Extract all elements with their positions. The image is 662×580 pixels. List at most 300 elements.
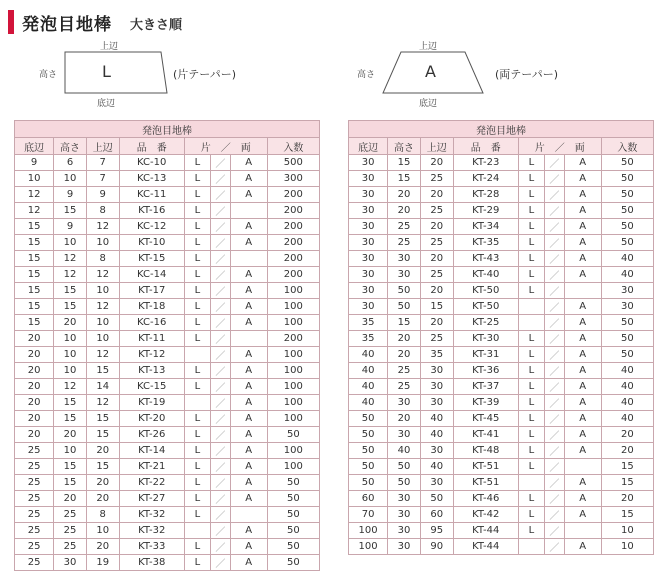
- cell-part-number: KT-33: [119, 539, 184, 555]
- cell-height: 25: [54, 539, 87, 555]
- cell-taper-a: A: [230, 491, 267, 507]
- cell-taper-a: A: [230, 475, 267, 491]
- cell-height: 12: [54, 267, 87, 283]
- cell-taper-l: L: [518, 283, 544, 299]
- cell-height: 20: [54, 427, 87, 443]
- cell-top: 40: [420, 459, 453, 475]
- cell-base: 40: [349, 379, 388, 395]
- cell-taper-l: L: [184, 555, 210, 571]
- cell-top: 12: [86, 347, 119, 363]
- cell-base: 20: [15, 363, 54, 379]
- cell-taper-l: L: [184, 219, 210, 235]
- cell-height: 20: [388, 331, 421, 347]
- table-row: [15, 475, 320, 491]
- cell-height: 15: [54, 459, 87, 475]
- cell-taper-sep: ／: [211, 315, 231, 331]
- table-row: [15, 155, 320, 171]
- cell-taper-l: [518, 299, 544, 315]
- cell-part-number: KT-36: [453, 363, 518, 379]
- cell-taper-sep: ／: [211, 171, 231, 187]
- cell-top: 8: [86, 251, 119, 267]
- cell-part-number: KT-40: [453, 267, 518, 283]
- cell-part-number: KT-24: [453, 171, 518, 187]
- cell-taper-l: L: [184, 299, 210, 315]
- cell-base: 40: [349, 347, 388, 363]
- cell-height: 30: [388, 539, 421, 555]
- table-row: [15, 555, 320, 571]
- cell-part-number: KC-16: [119, 315, 184, 331]
- cell-quantity: 50: [267, 475, 319, 491]
- cell-taper-a: A: [564, 491, 601, 507]
- table-row: [15, 427, 320, 443]
- cell-base: 15: [15, 251, 54, 267]
- cell-part-number: KC-10: [119, 155, 184, 171]
- cell-top: 8: [86, 203, 119, 219]
- cell-part-number: KT-14: [119, 443, 184, 459]
- cell-height: 25: [54, 523, 87, 539]
- cell-top: 25: [420, 203, 453, 219]
- cell-part-number: KC-11: [119, 187, 184, 203]
- cell-taper-a: A: [230, 379, 267, 395]
- cell-taper-sep: ／: [545, 203, 565, 219]
- table-row: [349, 315, 654, 331]
- table-row: [15, 251, 320, 267]
- cell-taper-sep: ／: [545, 171, 565, 187]
- cell-taper-a: A: [564, 219, 601, 235]
- col-header-quantity: 入数: [267, 138, 319, 155]
- cell-quantity: 15: [601, 475, 653, 491]
- cell-quantity: 50: [267, 539, 319, 555]
- cell-top: 60: [420, 507, 453, 523]
- cell-height: 20: [388, 411, 421, 427]
- cell-quantity: 40: [601, 363, 653, 379]
- cell-top: 10: [86, 331, 119, 347]
- col-header-top: 上辺: [420, 138, 453, 155]
- cell-base: 20: [15, 331, 54, 347]
- table-row: [349, 251, 654, 267]
- cell-base: 12: [15, 203, 54, 219]
- cell-top: 40: [420, 411, 453, 427]
- cell-quantity: 50: [601, 187, 653, 203]
- cell-quantity: 50: [267, 427, 319, 443]
- table-row: [15, 299, 320, 315]
- cell-height: 30: [388, 395, 421, 411]
- cell-taper-sep: ／: [211, 379, 231, 395]
- cell-part-number: KT-32: [119, 507, 184, 523]
- cell-taper-l: L: [518, 411, 544, 427]
- cell-taper-l: L: [518, 187, 544, 203]
- col-header-part-number: 品 番: [453, 138, 518, 155]
- cell-height: 10: [54, 171, 87, 187]
- table-row: [349, 331, 654, 347]
- cell-taper-sep: ／: [211, 267, 231, 283]
- cell-part-number: KC-14: [119, 267, 184, 283]
- cell-quantity: 50: [601, 155, 653, 171]
- cell-part-number: KT-30: [453, 331, 518, 347]
- cell-part-number: KT-48: [453, 443, 518, 459]
- cell-base: 25: [15, 507, 54, 523]
- cell-part-number: KT-22: [119, 475, 184, 491]
- cell-taper-l: L: [184, 187, 210, 203]
- diagram-double-taper: [355, 38, 615, 110]
- cell-taper-l: [518, 539, 544, 555]
- cell-taper-sep: ／: [211, 523, 231, 539]
- cell-quantity: 100: [267, 363, 319, 379]
- cell-quantity: 100: [267, 347, 319, 363]
- col-header-taper: 片 ／ 両: [184, 138, 267, 155]
- cell-part-number: KT-25: [453, 315, 518, 331]
- cell-quantity: 20: [601, 443, 653, 459]
- cell-taper-l: L: [184, 475, 210, 491]
- cell-base: 30: [349, 283, 388, 299]
- cell-taper-sep: ／: [211, 395, 231, 411]
- cell-top: 50: [420, 491, 453, 507]
- cell-top: 25: [420, 267, 453, 283]
- cell-top: 7: [86, 171, 119, 187]
- cell-height: 30: [54, 555, 87, 571]
- cell-height: 15: [54, 299, 87, 315]
- cell-base: 70: [349, 507, 388, 523]
- cell-top: 20: [420, 283, 453, 299]
- cell-taper-l: L: [184, 539, 210, 555]
- cell-taper-a: A: [564, 507, 601, 523]
- cell-base: 30: [349, 187, 388, 203]
- cell-base: 25: [15, 555, 54, 571]
- cell-height: 25: [54, 507, 87, 523]
- table-group-title: 発泡目地棒: [15, 121, 320, 138]
- cell-height: 50: [388, 475, 421, 491]
- cell-base: 30: [349, 299, 388, 315]
- cell-quantity: 50: [601, 219, 653, 235]
- table-row: [349, 491, 654, 507]
- cell-part-number: KT-37: [453, 379, 518, 395]
- table-row: [349, 283, 654, 299]
- cell-height: 50: [388, 283, 421, 299]
- cell-quantity: 50: [267, 491, 319, 507]
- cell-taper-l: L: [184, 203, 210, 219]
- cell-top: 20: [86, 443, 119, 459]
- cell-taper-l: L: [518, 395, 544, 411]
- cell-height: 50: [388, 459, 421, 475]
- table-row: [349, 427, 654, 443]
- cell-taper-l: L: [518, 251, 544, 267]
- shape-letter: L: [102, 62, 111, 81]
- cell-quantity: 40: [601, 251, 653, 267]
- cell-quantity: 100: [267, 443, 319, 459]
- table-row: [15, 235, 320, 251]
- cell-taper-l: L: [518, 267, 544, 283]
- cell-top: 40: [420, 427, 453, 443]
- table-row: [15, 203, 320, 219]
- cell-base: 50: [349, 443, 388, 459]
- cell-taper-a: A: [564, 475, 601, 491]
- cell-top: 20: [420, 155, 453, 171]
- cell-taper-sep: ／: [545, 235, 565, 251]
- col-header-height: 高さ: [388, 138, 421, 155]
- cell-quantity: 10: [601, 539, 653, 555]
- table-row: [15, 539, 320, 555]
- cell-height: 15: [54, 475, 87, 491]
- cell-taper-l: [184, 347, 210, 363]
- diagram-height-label: 高さ: [357, 70, 376, 80]
- table-row: [15, 219, 320, 235]
- table-row: [349, 523, 654, 539]
- cell-top: 14: [86, 379, 119, 395]
- table-row: [349, 411, 654, 427]
- cell-taper-a: [564, 523, 601, 539]
- diagram-single-taper: [35, 38, 295, 110]
- cell-part-number: KT-10: [119, 235, 184, 251]
- cell-taper-a: A: [230, 267, 267, 283]
- cell-taper-sep: ／: [545, 475, 565, 491]
- cell-part-number: KT-34: [453, 219, 518, 235]
- cell-height: 20: [388, 347, 421, 363]
- cell-taper-l: L: [518, 203, 544, 219]
- cell-height: 30: [388, 427, 421, 443]
- cell-taper-a: A: [564, 171, 601, 187]
- cell-base: 25: [15, 443, 54, 459]
- diagram-caption: (両テーパー): [495, 68, 559, 81]
- cell-taper-sep: ／: [545, 443, 565, 459]
- cell-taper-a: A: [564, 315, 601, 331]
- table-row: [349, 507, 654, 523]
- table-row: [349, 203, 654, 219]
- cell-taper-a: A: [230, 411, 267, 427]
- cell-quantity: 20: [601, 491, 653, 507]
- cell-top: 30: [420, 395, 453, 411]
- cell-taper-l: L: [518, 443, 544, 459]
- cell-base: 35: [349, 315, 388, 331]
- cell-taper-a: A: [230, 459, 267, 475]
- cell-part-number: KT-16: [119, 203, 184, 219]
- cell-taper-sep: ／: [211, 411, 231, 427]
- cell-quantity: 200: [267, 187, 319, 203]
- cell-quantity: 100: [267, 299, 319, 315]
- cell-top: 15: [86, 411, 119, 427]
- cell-top: 7: [86, 155, 119, 171]
- cell-top: 20: [420, 219, 453, 235]
- cell-taper-l: [184, 395, 210, 411]
- cell-taper-sep: ／: [211, 555, 231, 571]
- cell-taper-sep: ／: [545, 315, 565, 331]
- cell-quantity: 30: [601, 299, 653, 315]
- cell-taper-l: L: [518, 155, 544, 171]
- cell-part-number: KT-51: [453, 475, 518, 491]
- cell-base: 100: [349, 523, 388, 539]
- cell-quantity: 200: [267, 251, 319, 267]
- cell-height: 25: [388, 219, 421, 235]
- cell-taper-a: A: [230, 427, 267, 443]
- cell-height: 30: [388, 523, 421, 539]
- cell-taper-a: A: [564, 299, 601, 315]
- cell-base: 15: [15, 235, 54, 251]
- table-row: [15, 315, 320, 331]
- cell-height: 15: [54, 203, 87, 219]
- cell-taper-sep: ／: [545, 347, 565, 363]
- cell-taper-sep: ／: [545, 299, 565, 315]
- table-row: [15, 443, 320, 459]
- cell-taper-a: A: [564, 155, 601, 171]
- cell-height: 15: [388, 171, 421, 187]
- diagram-bottom-label: 底辺: [97, 99, 116, 109]
- cell-taper-a: [230, 331, 267, 347]
- cell-taper-a: [230, 507, 267, 523]
- col-header-quantity: 入数: [601, 138, 653, 155]
- cell-top: 12: [86, 219, 119, 235]
- cell-base: 25: [15, 475, 54, 491]
- cell-top: 15: [86, 363, 119, 379]
- cell-top: 15: [86, 427, 119, 443]
- cell-taper-sep: ／: [211, 299, 231, 315]
- table-row: [15, 363, 320, 379]
- cell-top: 10: [86, 523, 119, 539]
- cell-taper-sep: ／: [545, 459, 565, 475]
- table-row: [15, 507, 320, 523]
- table-row: [15, 267, 320, 283]
- cell-top: 30: [420, 443, 453, 459]
- table-row: [15, 459, 320, 475]
- cell-top: 12: [86, 299, 119, 315]
- cell-taper-l: L: [518, 363, 544, 379]
- cell-taper-sep: ／: [211, 283, 231, 299]
- cell-height: 10: [54, 331, 87, 347]
- cell-taper-sep: ／: [545, 331, 565, 347]
- table-row: [349, 443, 654, 459]
- cell-base: 15: [15, 283, 54, 299]
- cell-base: 35: [349, 331, 388, 347]
- cell-height: 40: [388, 443, 421, 459]
- cell-height: 10: [54, 347, 87, 363]
- cell-base: 40: [349, 395, 388, 411]
- cell-base: 30: [349, 155, 388, 171]
- cell-taper-l: [184, 523, 210, 539]
- cell-height: 12: [54, 379, 87, 395]
- table-row: [15, 347, 320, 363]
- table-row: [349, 219, 654, 235]
- cell-part-number: KT-19: [119, 395, 184, 411]
- cell-taper-l: L: [518, 507, 544, 523]
- cell-top: 15: [86, 459, 119, 475]
- cell-part-number: KT-21: [119, 459, 184, 475]
- cell-taper-sep: ／: [545, 283, 565, 299]
- cell-taper-a: [564, 459, 601, 475]
- cell-quantity: 50: [601, 235, 653, 251]
- cell-taper-sep: ／: [211, 507, 231, 523]
- cell-taper-a: A: [230, 539, 267, 555]
- cell-part-number: KT-26: [119, 427, 184, 443]
- cell-taper-a: A: [564, 187, 601, 203]
- table-row: [349, 539, 654, 555]
- cell-part-number: KT-15: [119, 251, 184, 267]
- cell-taper-sep: ／: [545, 155, 565, 171]
- cell-quantity: 50: [601, 331, 653, 347]
- title-accent-bar: [8, 10, 14, 34]
- diagram-top-label: 上辺: [100, 42, 119, 52]
- cell-taper-a: A: [564, 235, 601, 251]
- cell-quantity: 100: [267, 315, 319, 331]
- cell-taper-sep: ／: [545, 507, 565, 523]
- cell-taper-sep: ／: [211, 235, 231, 251]
- cell-part-number: KT-29: [453, 203, 518, 219]
- table-row: [349, 155, 654, 171]
- cell-taper-sep: ／: [211, 363, 231, 379]
- cell-quantity: 200: [267, 235, 319, 251]
- cell-base: 50: [349, 411, 388, 427]
- col-header-part-number: 品 番: [119, 138, 184, 155]
- cell-height: 20: [54, 491, 87, 507]
- cell-base: 30: [349, 251, 388, 267]
- cell-base: 25: [15, 491, 54, 507]
- cell-taper-l: L: [518, 219, 544, 235]
- cell-taper-a: A: [230, 395, 267, 411]
- cell-base: 15: [15, 315, 54, 331]
- cell-part-number: KT-41: [453, 427, 518, 443]
- cell-top: 35: [420, 347, 453, 363]
- cell-part-number: KT-12: [119, 347, 184, 363]
- cell-taper-sep: ／: [211, 219, 231, 235]
- cell-taper-l: L: [184, 155, 210, 171]
- cell-taper-a: A: [564, 395, 601, 411]
- cell-part-number: KC-15: [119, 379, 184, 395]
- cell-base: 20: [15, 427, 54, 443]
- cell-quantity: 100: [267, 411, 319, 427]
- cell-top: 25: [420, 331, 453, 347]
- cell-taper-a: A: [230, 555, 267, 571]
- cell-top: 25: [420, 171, 453, 187]
- cell-top: 20: [420, 315, 453, 331]
- page-subtitle: 大きさ順: [130, 18, 183, 33]
- cell-taper-sep: ／: [545, 379, 565, 395]
- cell-taper-sep: ／: [211, 251, 231, 267]
- cell-part-number: KT-27: [119, 491, 184, 507]
- cell-taper-l: L: [184, 235, 210, 251]
- cell-quantity: 50: [267, 507, 319, 523]
- cell-part-number: KT-18: [119, 299, 184, 315]
- cell-taper-a: A: [564, 267, 601, 283]
- cell-part-number: KT-44: [453, 539, 518, 555]
- cell-taper-a: [230, 203, 267, 219]
- cell-quantity: 40: [601, 411, 653, 427]
- table-row: [349, 379, 654, 395]
- cell-quantity: 200: [267, 203, 319, 219]
- cell-taper-a: A: [564, 427, 601, 443]
- cell-base: 12: [15, 187, 54, 203]
- cell-quantity: 100: [267, 395, 319, 411]
- cell-height: 25: [388, 363, 421, 379]
- cell-top: 30: [420, 379, 453, 395]
- cell-taper-a: A: [564, 347, 601, 363]
- cell-base: 60: [349, 491, 388, 507]
- cell-base: 25: [15, 523, 54, 539]
- cell-taper-sep: ／: [211, 155, 231, 171]
- cell-base: 20: [15, 347, 54, 363]
- table-row: [349, 459, 654, 475]
- cell-base: 9: [15, 155, 54, 171]
- cell-taper-sep: ／: [545, 251, 565, 267]
- table-row: [15, 491, 320, 507]
- table-row: [15, 411, 320, 427]
- cell-base: 20: [15, 395, 54, 411]
- cell-taper-sep: ／: [211, 187, 231, 203]
- cell-taper-l: L: [184, 267, 210, 283]
- spec-table-right: [348, 120, 654, 555]
- cell-taper-l: L: [184, 507, 210, 523]
- cell-taper-a: [230, 251, 267, 267]
- table-row: [15, 523, 320, 539]
- cell-part-number: KT-43: [453, 251, 518, 267]
- cell-taper-sep: ／: [545, 427, 565, 443]
- cell-height: 6: [54, 155, 87, 171]
